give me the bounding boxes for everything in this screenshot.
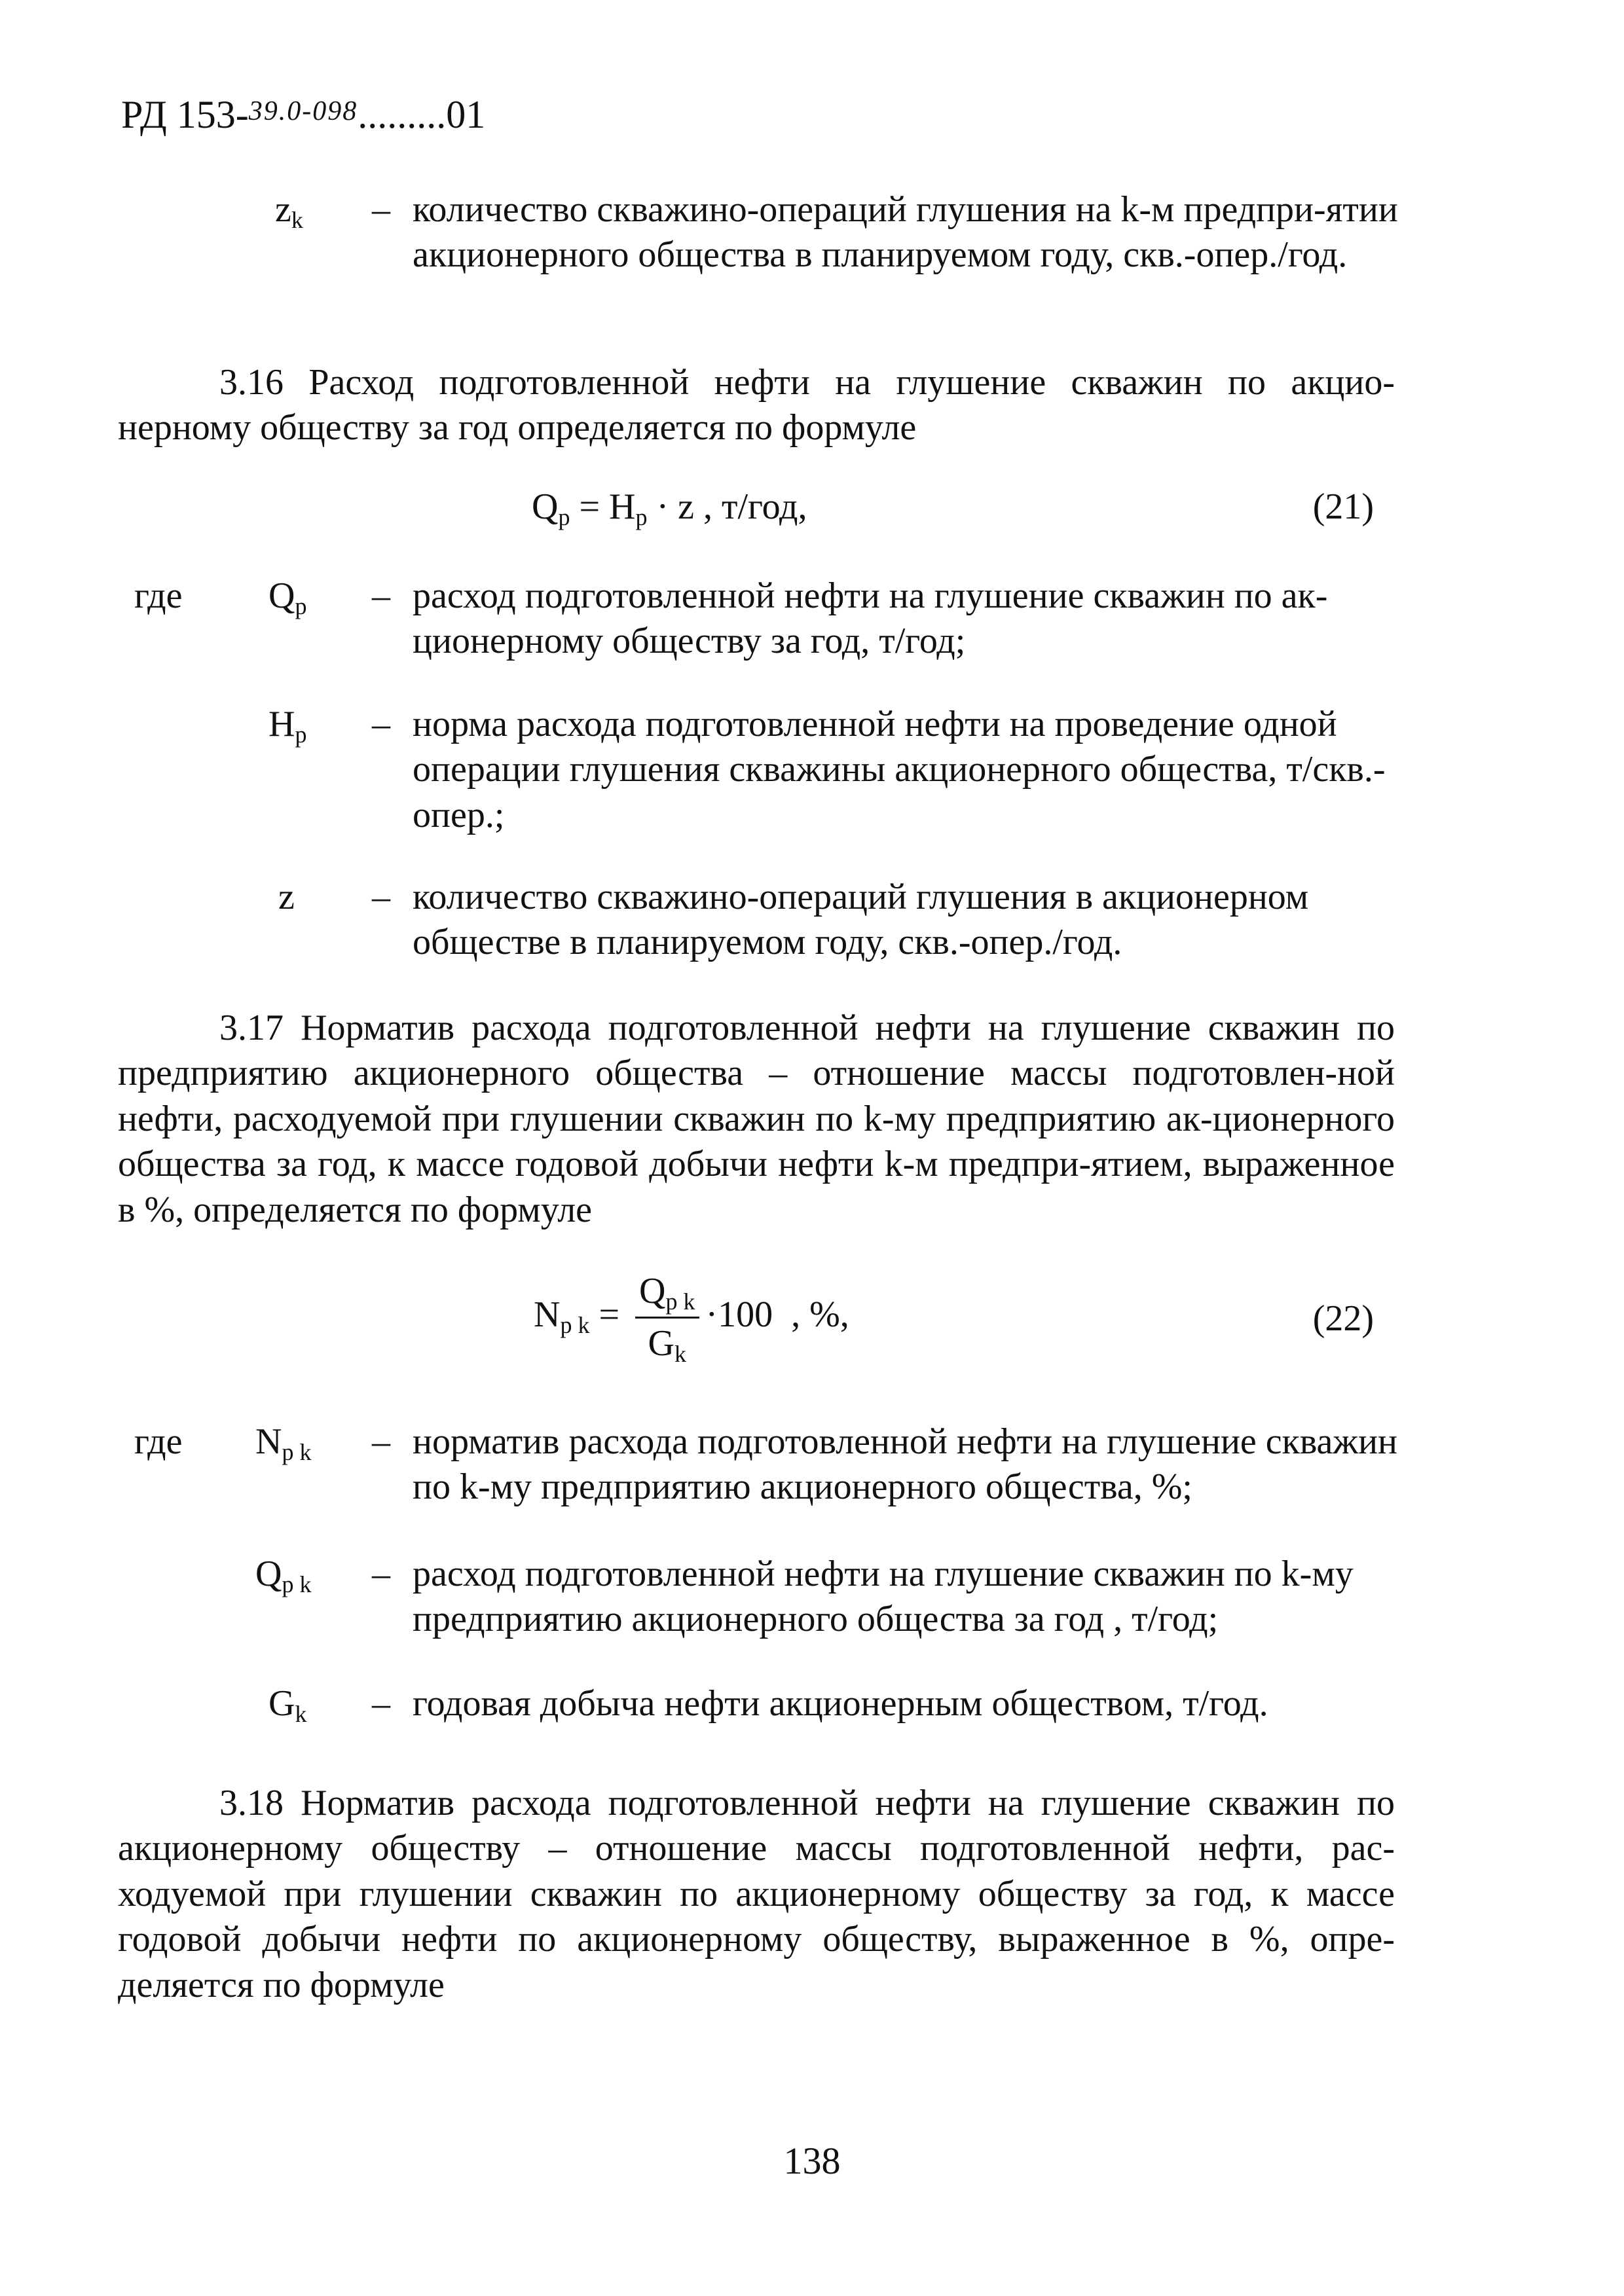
fraction-denominator: $G_k$ [648, 1323, 686, 1368]
definition-dash: – [372, 704, 390, 744]
document-code-suffix: .01 [436, 93, 486, 136]
definition-dash: – [372, 1554, 390, 1594]
symbol-npk: $N_{p k}$ [255, 1421, 312, 1465]
symbol-qp: $Q_p$ [268, 575, 307, 619]
equation-number-22: (22) [1312, 1298, 1374, 1339]
formula-21-h: $H_p$ [609, 486, 648, 530]
handwritten-code: 39.0-098 [248, 96, 358, 126]
equation-number-21: (21) [1312, 486, 1374, 527]
where-label: где [134, 575, 183, 616]
definition-text: количество скважино-операций глушения на k-м предпри-ятии акционерного общества в планируемом году, скв.-опер./год. [413, 189, 1398, 276]
document-code-dots: ........ [358, 93, 437, 136]
formula-22-lhs: $N_{p k}$ [534, 1294, 590, 1338]
paragraph-3-18: 3.18 Норматив расхода подготовленной нефти на глушение скважин по акционерному обществу – отношение массы подготовленной нефти, рас-ходуемой при глушении скважин по акционерному обществу за год, к массе годовой добычи нефти по акционерному обществу, выраженное в %, опре-деляется по формуле [118, 1783, 1395, 2005]
fraction-numerator: $Q_{p k}$ [635, 1269, 699, 1319]
definition-text: расход подготовленной нефти на глушение скважин по k-му предприятию акционерного общества за год , т/год; [413, 1554, 1354, 1640]
page-number: 138 [783, 2140, 841, 2182]
formula-21-z: z [678, 486, 695, 527]
symbol-hp: $H_p$ [268, 704, 307, 748]
formula-22-fraction [635, 1269, 699, 1367]
document-code-prefix: РД 153- [121, 93, 249, 136]
formula-21-unit: , т/год, [703, 486, 807, 527]
paragraph-3-16: 3.16 Расход подготовленной нефти на глушение скважин по акцио-нерному обществу за год определяется по формуле [118, 362, 1395, 448]
symbol-zk: $z_k$ [275, 189, 303, 233]
definition-text: количество скважино-операций глушения в акционерном обществе в планируемом году, скв.-опер./год. [413, 877, 1309, 963]
formula-21-dot: · [656, 486, 669, 527]
definition-dash: – [372, 575, 390, 616]
definition-text: норма расхода подготовленной нефти на проведение одной операции глушения скважины акционерного общества, т/скв.-опер.; [413, 704, 1386, 835]
symbol-qpk: $Q_{p k}$ [255, 1554, 312, 1597]
definition-text: годовая добыча нефти акционерным обществом, т/год. [413, 1683, 1268, 1724]
formula-22-unit: , %, [791, 1294, 849, 1335]
formula-22-equals: = [599, 1294, 620, 1335]
definition-dash: – [372, 1683, 390, 1724]
where-label: где [134, 1421, 183, 1462]
definition-text: норматив расхода подготовленной нефти на глушение скважин по k-му предприятию акционерного общества, %; [413, 1421, 1398, 1508]
formula-22 [534, 1269, 849, 1367]
formula-21-equals: = [579, 486, 600, 527]
definition-dash: – [372, 877, 390, 917]
definition-text: расход подготовленной нефти на глушение скважин по ак-ционерному обществу за год, т/год; [413, 575, 1328, 662]
symbol-gk: $G_k$ [268, 1683, 307, 1727]
formula-21 [532, 484, 807, 530]
definition-dash: – [372, 1421, 390, 1462]
definition-dash: – [372, 189, 390, 230]
formula-21-lhs: $Q_p$ [532, 486, 570, 530]
formula-22-mult: ·100 [705, 1294, 773, 1335]
paragraph-3-17: 3.17 Норматив расхода подготовленной нефти на глушение скважин по предприятию акционерного общества – отношение массы подготовлен-ной нефти, расходуемой при глушении скважин по k-му предприятию ак-ционерного общества за год, к массе годовой добычи нефти k-м предпри-ятием, выраженное в %, определяется по формуле [118, 1008, 1395, 1230]
symbol-z: z [278, 877, 295, 917]
document-code [121, 90, 485, 139]
